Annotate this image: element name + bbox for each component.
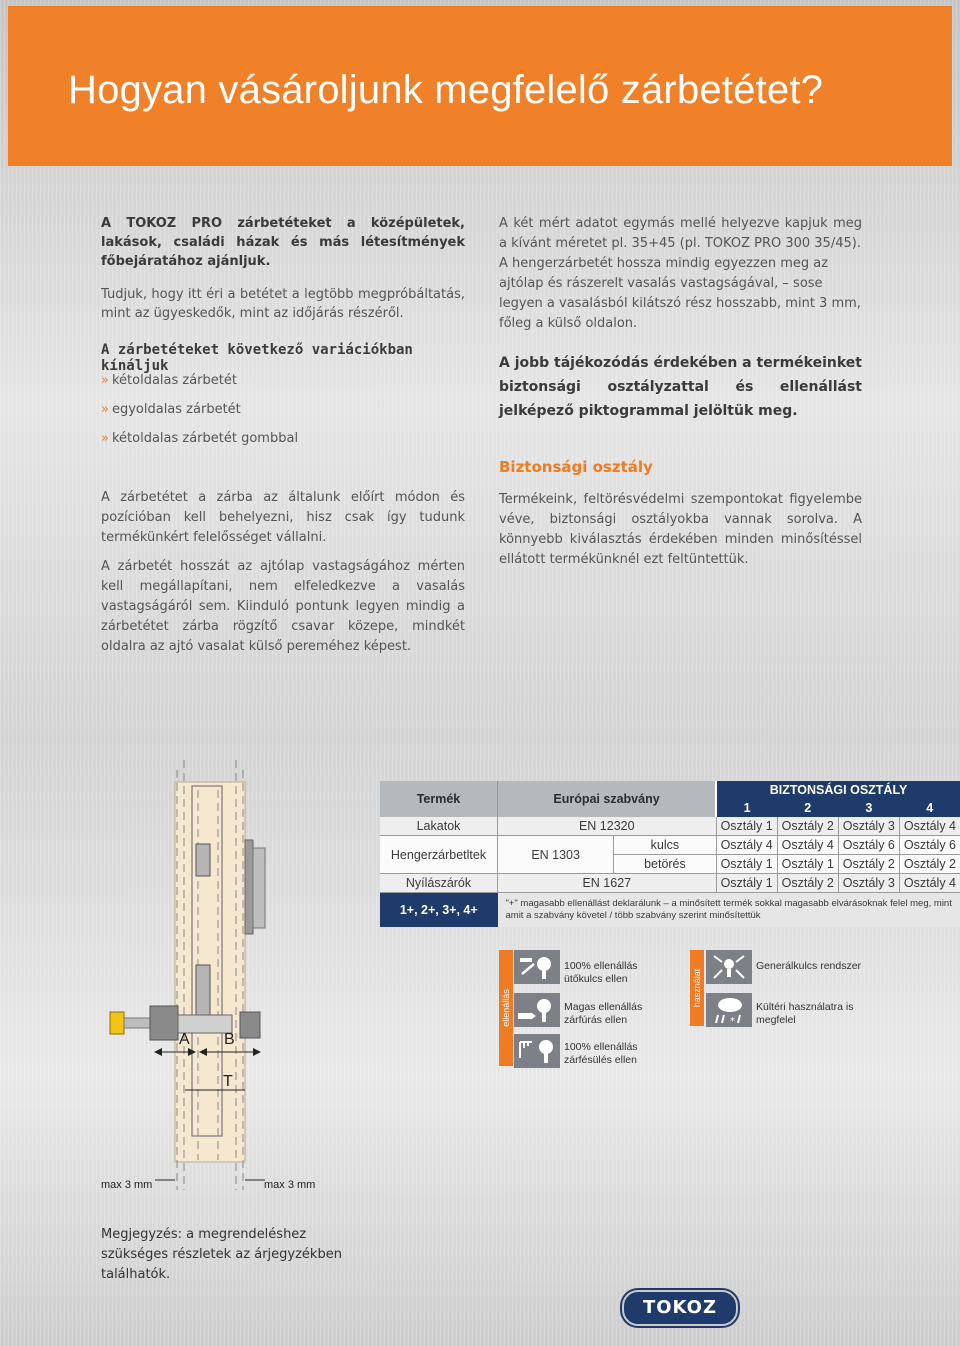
bullet-item xyxy=(101,431,298,446)
right-paragraph-2: A hengerzárbetét hossza mindig egyezzen meg az ajtólap és rászerelt vasalás vastagságával, – sose legyen a vasalásból kilátszó rész hosszabb, mint 3 mm, főleg a külső oldalon. xyxy=(499,256,861,331)
th-class-num: 1 xyxy=(716,799,777,817)
cell-value: Osztály 2 xyxy=(838,855,899,874)
cell-value: Osztály 6 xyxy=(838,836,899,855)
svg-text:*: * xyxy=(730,1016,735,1027)
order-note: Megjegyzés: a megrendeléshez szükséges részletek az árjegyzékben találhatók. xyxy=(101,1227,342,1282)
cell-value: Osztály 2 xyxy=(899,855,960,874)
cell-product: Lakatok xyxy=(380,817,498,836)
security-class-table xyxy=(380,781,960,927)
cell-value: Osztály 3 xyxy=(838,874,899,893)
security-title: Biztonsági osztály xyxy=(499,458,653,476)
master-key-icon xyxy=(706,950,752,984)
cell-sub: kulcs xyxy=(614,836,716,855)
cell-value: Osztály 6 xyxy=(899,836,960,855)
plus-note: "+" magasabb ellenállást deklarálunk – a minősített termék sokkal magasabb elvárásoknak felel meg, mint amit a szabvány követel / több szabvány szerint minősítettük xyxy=(498,893,960,928)
header-banner xyxy=(8,6,952,166)
bullet-text: kétoldalas zárbetét gombbal xyxy=(111,431,299,446)
cell-value: Osztály 4 xyxy=(899,817,960,836)
bullet-marker: » xyxy=(101,402,109,417)
logo-text: TOKOZ xyxy=(642,1297,718,1318)
key-head xyxy=(110,1012,124,1034)
cell-value: Osztály 2 xyxy=(777,874,838,893)
pick-resistance-icon xyxy=(514,950,560,984)
table-row xyxy=(380,817,960,836)
tokoz-logo xyxy=(622,1290,738,1326)
th-class-num: 3 xyxy=(838,799,899,817)
table-row xyxy=(380,874,960,893)
usage-label-bar xyxy=(690,950,704,1026)
th-europai: Európai szabvány xyxy=(498,781,717,817)
plus-label: 1+, 2+, 3+, 4+ xyxy=(380,893,498,928)
cell-product: Hengerzárbetltek xyxy=(380,836,498,874)
handle-bar xyxy=(253,848,265,928)
drill-resistance-icon xyxy=(514,993,560,1027)
th-termek: Termék xyxy=(380,781,498,817)
bullet-item xyxy=(101,402,241,417)
cell-value: Osztály 1 xyxy=(716,855,777,874)
pictogram-text: 100% ellenállás zárfésülés ellen xyxy=(564,1041,638,1066)
lock-cylinder-diagram xyxy=(100,760,340,1200)
pick-comb-icon xyxy=(514,1034,560,1068)
left-paragraph-1: A zárbetétet a zárba az általunk előírt módon és pozícióban kell behelyezni, hisz csak így tudunk termékünkért felelősséget vállalni. xyxy=(101,490,465,545)
cell-value: Osztály 4 xyxy=(716,836,777,855)
usage-label: használat xyxy=(692,968,702,1008)
cell-value: Osztály 4 xyxy=(777,836,838,855)
pictogram-text: Kültéri használatra is megfelel xyxy=(756,1001,854,1026)
pictogram-text: Generálkulcs rendszer xyxy=(756,960,862,972)
cell-sub: betörés xyxy=(614,855,716,874)
bullet-text: kétoldalas zárbetét xyxy=(111,373,237,388)
variations-title: A zárbetéteket következő variációkban kínáljuk xyxy=(101,342,413,374)
cell-value: Osztály 1 xyxy=(716,817,777,836)
th-class: BIZTONSÁGI OSZTÁLY xyxy=(716,781,960,799)
max-left-label: max 3 mm xyxy=(101,1179,153,1191)
resistance-label-bar xyxy=(499,950,513,1066)
cell-value: Osztály 2 xyxy=(777,817,838,836)
table-row xyxy=(380,893,960,928)
bullet-text: egyoldalas zárbetét xyxy=(111,402,241,417)
handle-rose xyxy=(245,840,253,934)
table-row xyxy=(380,836,960,855)
cell-product: Nyílászárók xyxy=(380,874,498,893)
bullet-marker: » xyxy=(101,431,109,446)
bullet-item xyxy=(101,373,237,388)
cell-value: Osztály 3 xyxy=(838,817,899,836)
cell-value: Osztály 1 xyxy=(777,855,838,874)
right-paragraph-1: A két mért adatot egymás mellé helyezve kapjuk meg a kívánt méretet pl. 35+45 (pl. TOKOZ PRO 300 35/45). xyxy=(499,216,862,251)
label-a: A xyxy=(179,1031,190,1048)
cylinder-outer xyxy=(150,1006,178,1040)
resistance-label: ellenállás xyxy=(501,989,511,1027)
pictogram-text: Magas ellenállás zárfúrás ellen xyxy=(564,1001,643,1026)
left-paragraph-2: A zárbetét hosszát az ajtólap vastagságához mérten kell megállapítani, nem elfeledkezve a vasalás vastagságáról sem. Kiinduló pontunk legyen mindig a zárbetétet zárba rögzítő csavar közepe, mindkét oldalra az ajtó vasalat külső pereméhez képest. xyxy=(101,559,465,654)
intro-text: Tudjuk, hogy itt éri a betétet a legtöbb megpróbáltatás, mint az ügyeskedők, mint az időjárás részéről. xyxy=(101,287,465,321)
cell-value: Osztály 4 xyxy=(899,874,960,893)
label-b: B xyxy=(224,1031,235,1048)
weather-icon xyxy=(706,993,752,1027)
th-class-num: 4 xyxy=(899,799,960,817)
cell-standard: EN 1303 xyxy=(498,836,614,874)
cell-standard: EN 12320 xyxy=(498,817,717,836)
label-t: T xyxy=(223,1073,233,1090)
upper-slot xyxy=(196,844,210,876)
cylinder-inner xyxy=(240,1012,260,1038)
page-title: Hogyan vásároljunk megfelelő zárbetétet? xyxy=(68,68,824,112)
key-blade xyxy=(124,1018,150,1028)
right-bold-paragraph: A jobb tájékozódás érdekében a termékeinket biztonsági osztályzattal és ellenállást jelképező piktogrammal jelöltük meg. xyxy=(499,355,862,419)
pictogram-text: 100% ellenállás ütőkulcs ellen xyxy=(564,960,638,985)
bullet-marker: » xyxy=(101,373,109,388)
intro-bold: A TOKOZ PRO zárbetéteket a középületek, lakások, családi házak és más létesítmények főbejáratához ajánljuk. xyxy=(101,216,465,269)
cell-value: Osztály 1 xyxy=(716,874,777,893)
security-text: Termékeink, feltörésvédelmi szempontokat figyelembe véve, biztonsági osztályokba vannak sorolva. A könnyebb kiválasztás érdekében minden minősítéssel ellátott termékünknél ezt feltüntettük. xyxy=(499,492,862,567)
max-right-label: max 3 mm xyxy=(264,1179,316,1191)
th-class-num: 2 xyxy=(777,799,838,817)
cell-standard: EN 1627 xyxy=(498,874,717,893)
